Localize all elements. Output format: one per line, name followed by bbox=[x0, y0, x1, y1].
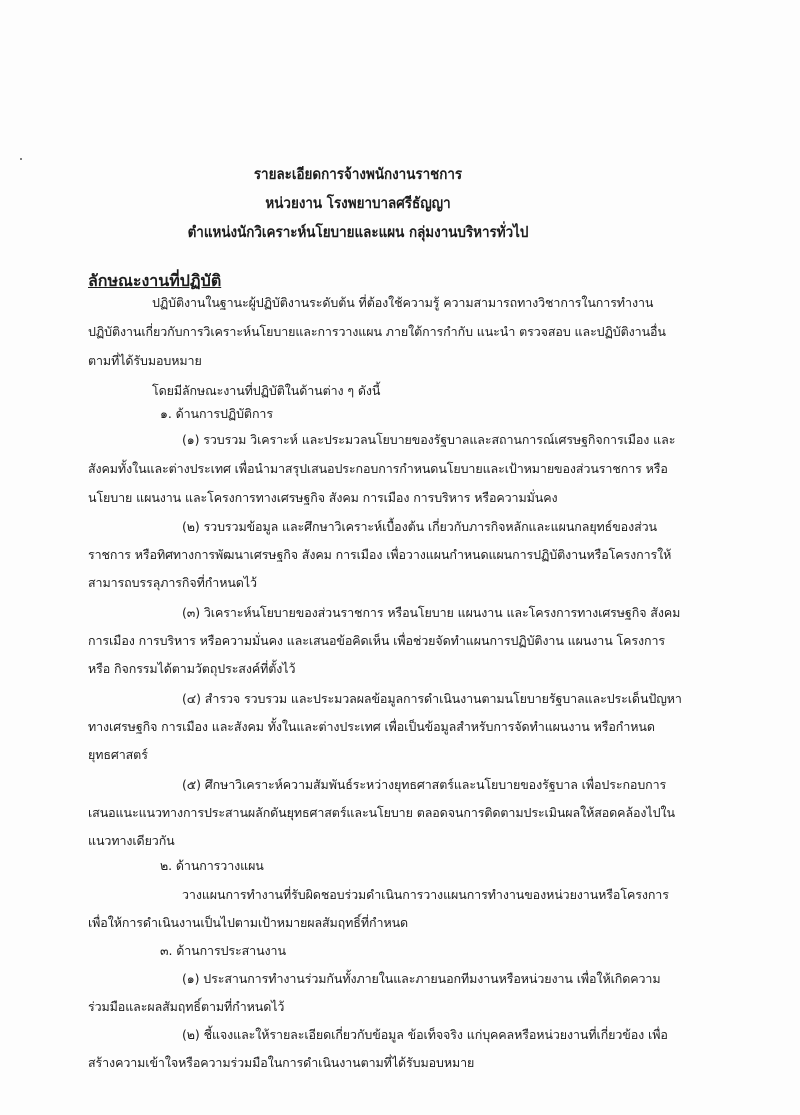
area1-heading: ๑. ด้านการปฏิบัติการ bbox=[160, 406, 273, 421]
area1-item3-line-2: การเมือง การบริหาร หรือความมั่นคง และเสนอข้อคิดเห็น เพื่อช่วยจัดทำแผนการปฏิบัติงาน แผนงาน โครงการ bbox=[88, 633, 666, 648]
area1-item1-line-1: (๑) รวบรวม วิเคราะห์ และประมวลนโยบายของรัฐบาลและสถานการณ์เศรษฐกิจการเมือง และ bbox=[182, 432, 676, 447]
area3-item1-line-2: ร่วมมือและผลสัมฤทธิ์ตามที่กำหนดไว้ bbox=[88, 999, 285, 1014]
area1-item3-line-1: (๓) วิเคราะห์นโยบายของส่วนราชการ หรือนโยบาย แผนงาน และโครงการทางเศรษฐกิจ สังคม bbox=[182, 605, 681, 620]
section-heading: ลักษณะงานที่ปฏิบัติ bbox=[88, 271, 222, 290]
area1-item4-line-1: (๔) สำรวจ รวบรวม และประมวลผลข้อมูลการดำเนินงานตามนโยบายรัฐบาลและประเด็นปัญหา bbox=[182, 691, 682, 706]
area1-item5-line-3: แนวทางเดียวกัน bbox=[88, 833, 175, 848]
title-line-3: ตำแหน่งนักวิเคราะห์นโยบายและแผน กลุ่มงานบริหารทั่วไป bbox=[187, 223, 529, 241]
intro-line-2: ปฏิบัติงานเกี่ยวกับการวิเคราะห์นโยบายและการวางแผน ภายใต้การกำกับ แนะนำ ตรวจสอบ และปฏิบัติงานอื่น bbox=[88, 324, 666, 339]
area1-item1-line-2: สังคมทั้งในและต่างประเทศ เพื่อนำมาสรุปเสนอประกอบการกำหนดนโยบายและเป้าหมายของส่วนราชการ หรือ bbox=[88, 461, 668, 476]
intro-line-1: ปฏิบัติงานในฐานะผู้ปฏิบัติงานระดับต้น ที่ต้องใช้ความรู้ ความสามารถทางวิชาการในการทำงาน bbox=[152, 295, 654, 310]
area1-item4-line-2: ทางเศรษฐกิจ การเมือง และสังคม ทั้งในและต่างประเทศ เพื่อเป็นข้อมูลสำหรับการจัดทำแผนงาน หรือกำหนด bbox=[88, 719, 655, 734]
lead-in: โดยมีลักษณะงานที่ปฏิบัติในด้านต่าง ๆ ดังนี้ bbox=[152, 383, 381, 398]
area3-heading: ๓. ด้านการประสานงาน bbox=[160, 943, 286, 958]
area1-item2-line-2: ราชการ หรือทิศทางการพัฒนาเศรษฐกิจ สังคม การเมือง เพื่อวางแผนกำหนดแผนการปฏิบัติงานหรือโครงการให้ bbox=[88, 547, 672, 562]
title-line-2: หน่วยงาน โรงพยาบาลศรีธัญญา bbox=[265, 194, 451, 212]
title-line-1: รายละเอียดการจ้างพนักงานราชการ bbox=[253, 165, 463, 183]
area1-item2-line-1: (๒) รวบรวมข้อมูล และศึกษาวิเคราะห์เบื้องต้น เกี่ยวกับภารกิจหลักและแผนกลยุทธ์ของส่วน bbox=[182, 519, 657, 534]
intro-line-3: ตามที่ได้รับมอบหมาย bbox=[88, 353, 202, 368]
area2-heading: ๒. ด้านการวางแผน bbox=[160, 858, 264, 873]
area2-line-2: เพื่อให้การดำเนินงานเป็นไปตามเป้าหมายผลสัมฤทธิ์ที่กำหนด bbox=[88, 915, 409, 930]
area3-item1-line-1: (๑) ประสานการทำงานร่วมกันทั้งภายในและภายนอกทีมงานหรือหน่วยงาน เพื่อให้เกิดความ bbox=[182, 971, 661, 986]
area1-item3-line-3: หรือ กิจกรรมได้ตามวัตถุประสงค์ที่ตั้งไว้ bbox=[88, 661, 296, 676]
area2-line-1: วางแผนการทำงานที่รับผิดชอบร่วมดำเนินการวางแผนการทำงานของหน่วยงานหรือโครงการ bbox=[182, 887, 669, 902]
area1-item5-line-2: เสนอแนะแนวทางการประสานผลักดันยุทธศาสตร์และนโยบาย ตลอดจนการติดตามประเมินผลให้สอดคล้องไปใน bbox=[88, 805, 675, 820]
area1-item4-line-3: ยุทธศาสตร์ bbox=[88, 747, 148, 762]
document-title bbox=[0, 160, 800, 247]
area1-item5-line-1: (๕) ศึกษาวิเคราะห์ความสัมพันธ์ระหว่างยุทธศาสตร์และนโยบายของรัฐบาล เพื่อประกอบการ bbox=[182, 777, 667, 792]
area3-item2-line-2: สร้างความเข้าใจหรือความร่วมมือในการดำเนินงานตามที่ได้รับมอบหมาย bbox=[88, 1055, 475, 1070]
area3-item2-line-1: (๒) ชี้แจงและให้รายละเอียดเกี่ยวกับข้อมูล ข้อเท็จจริง แก่บุคคลหรือหน่วยงานที่เกี่ยวข้อง เพื่อ bbox=[182, 1027, 668, 1042]
area1-item1-line-3: นโยบาย แผนงาน และโครงการทางเศรษฐกิจ สังคม การเมือง การบริหาร หรือความมั่นคง bbox=[88, 490, 558, 505]
area1-item2-line-3: สามารถบรรลุภารกิจที่กำหนดไว้ bbox=[88, 575, 257, 590]
